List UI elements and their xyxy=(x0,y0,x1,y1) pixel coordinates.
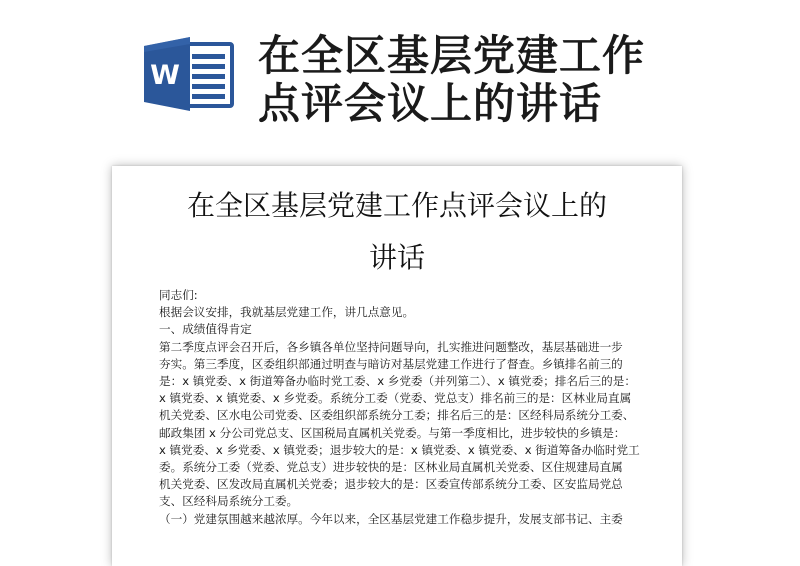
header xyxy=(0,0,800,160)
body-line: （一）党建氛围越来越浓厚。今年以来，全区基层党建工作稳步提升，发展支部书记、主委 xyxy=(159,511,623,526)
body-line: x 镇党委、x 乡党委、x 镇党委；退步较大的是：x 镇党委、x 镇党委、x 街道筹备办临时党工 xyxy=(159,442,640,457)
body-line: 邮政集团 x 分公司党总支、区国税局直属机关党委。与第一季度相比，进步较快的乡镇是： xyxy=(159,425,626,440)
header-title-line-2: 点评会议上的讲话 xyxy=(258,79,603,128)
body-line: 机关党委、区水电公司党委、区委组织部系统分工委；排名后三的是：区经科局系统分工委、 xyxy=(159,408,635,423)
salutation: 同志们: xyxy=(159,288,198,302)
body-line: 机关党委、区发改局直属机关党委；退步较大的是：区委宣传部系统分工委、区安监局党总 xyxy=(159,477,623,492)
word-icon-letter: W xyxy=(150,60,180,91)
document-title-line-2: 讲话 xyxy=(368,241,425,274)
word-document-icon xyxy=(140,34,240,114)
document-body xyxy=(159,287,645,528)
header-title-line-1: 在全区基层党建工作 xyxy=(258,31,646,80)
body-line: 夯实。第三季度，区委组织部通过明查与暗访对基层党建工作进行了督查。乡镇排名前三的 xyxy=(159,356,623,371)
document-title-line-1: 在全区基层党建工作点评会议上的 xyxy=(186,189,607,222)
body-line: 根据会议安排，我就基层党建工作，讲几点意见。 xyxy=(159,305,415,320)
header-title xyxy=(258,32,788,128)
body-line: x 镇党委、x 镇党委、x 乡党委。系统分工委（党委、党总支）排名前三的是：区林业局直属 xyxy=(159,391,632,406)
document-page xyxy=(112,166,682,566)
body-line: 支、区经科局系统分工委。 xyxy=(159,494,299,509)
section-heading: 一、成绩值得肯定 xyxy=(159,322,252,337)
document-title xyxy=(142,180,652,284)
body-line: 第二季度点评会召开后，各乡镇各单位坚持问题导向，扎实推进问题整改，基层基础进一步 xyxy=(159,339,623,354)
body-line: 委。系统分工委（党委、党总支）进步较快的是：区林业局直属机关党委、区住规建局直属 xyxy=(159,460,623,475)
body-line: 是：x 镇党委、x 街道筹备办临时党工委、x 乡党委（并列第二）、x 镇党委；排名后三的是： xyxy=(159,374,636,389)
